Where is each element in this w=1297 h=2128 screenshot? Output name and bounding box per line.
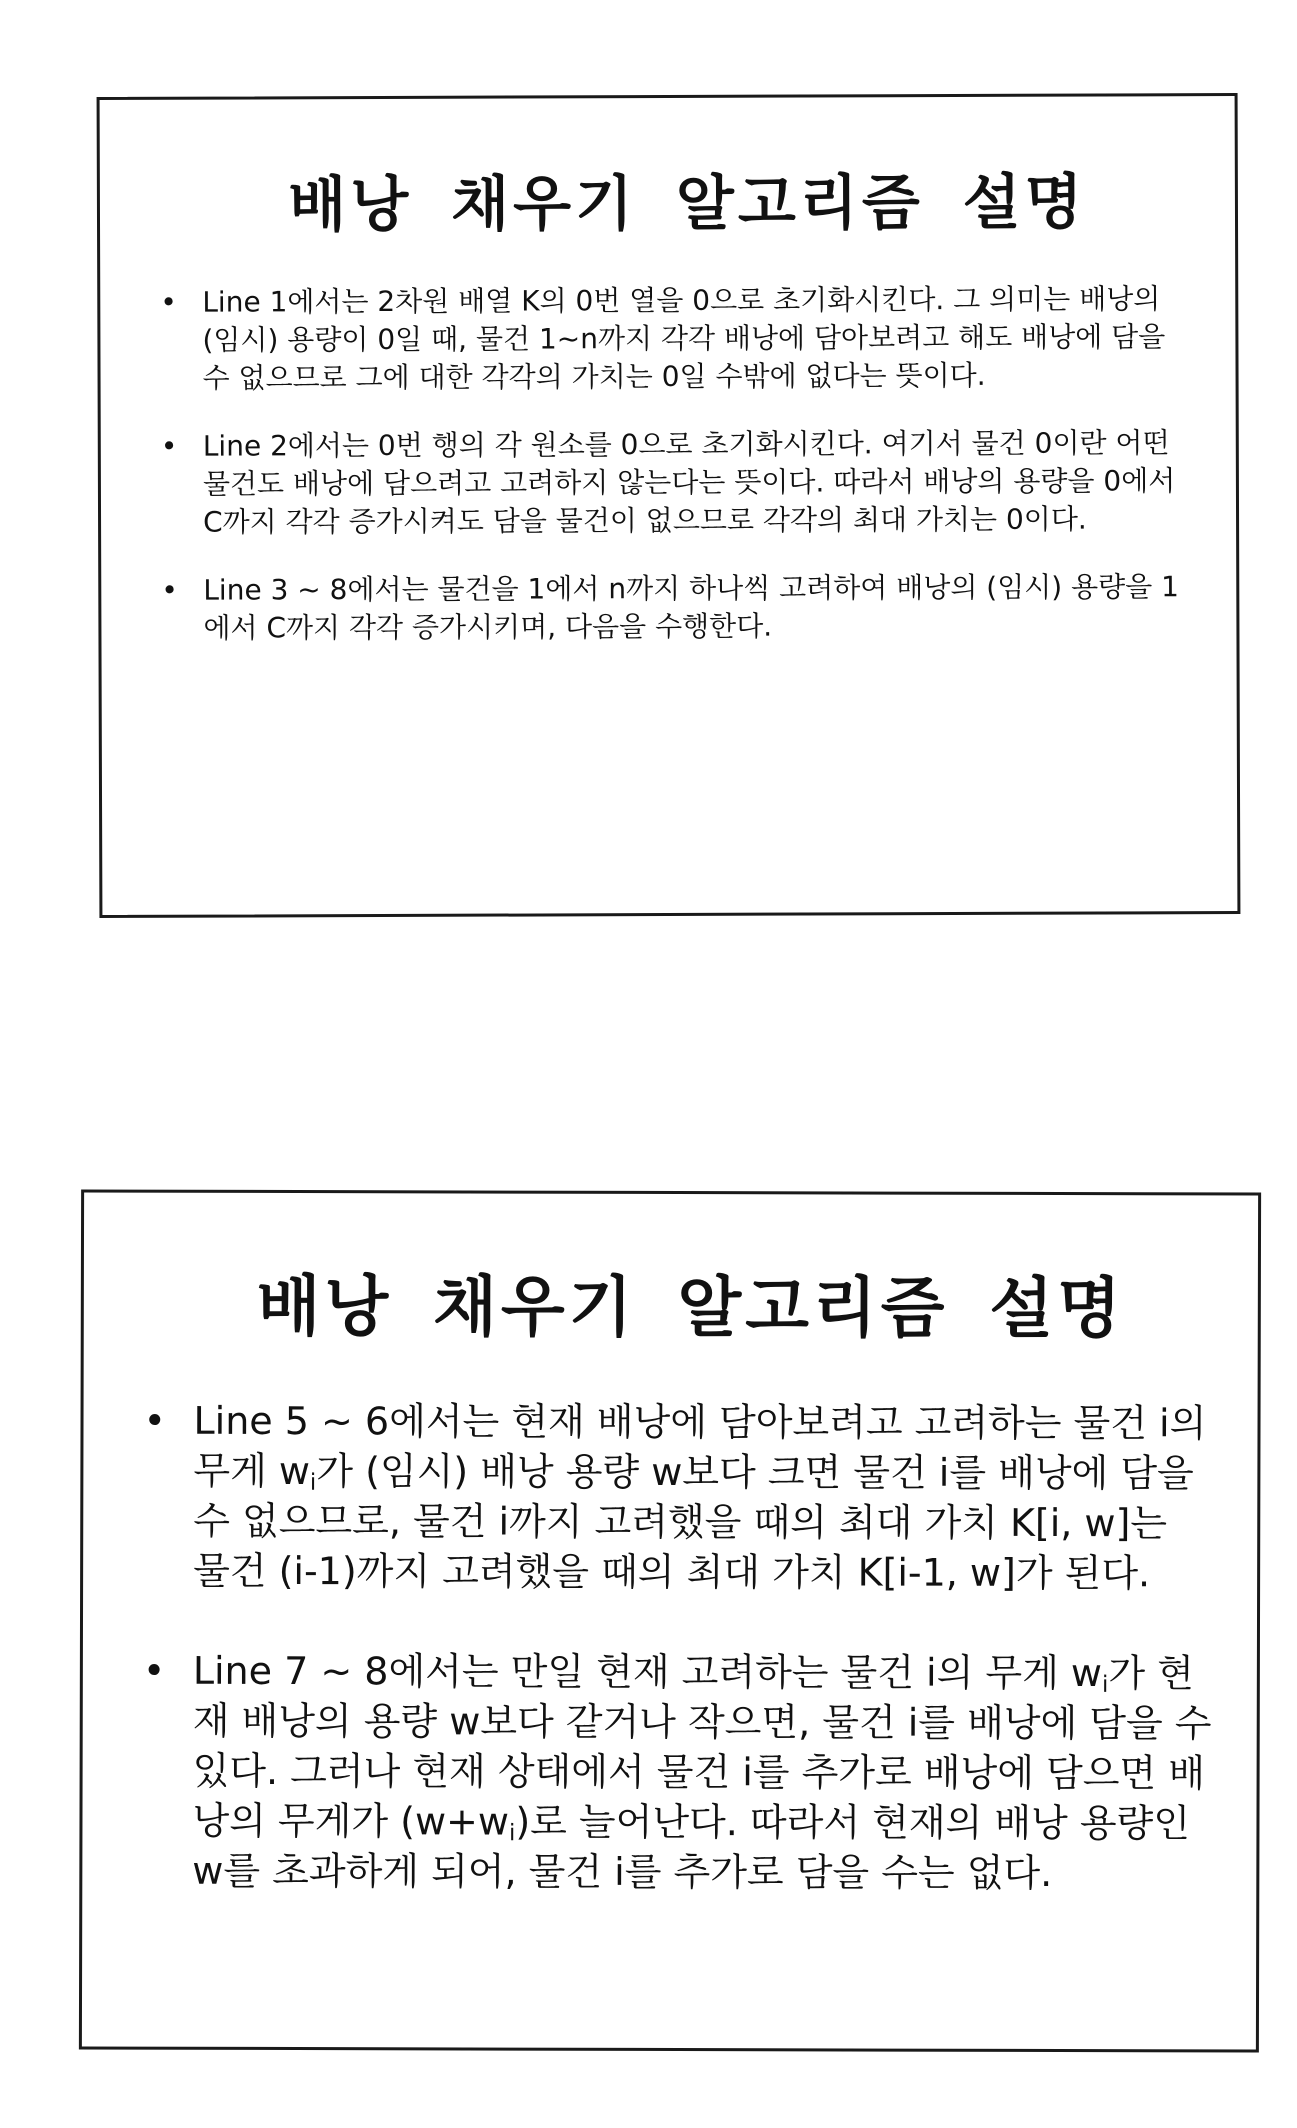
text-segment: 가 현재 배낭의 용량 w보다 같거나 작으면, 물건 i를 배낭에 담을 수 있다. 그러나 현재 상태에서 물건 i를 추가로 배낭에 담으면 배낭의 무게가 (w+w xyxy=(192,1651,1212,1844)
slide-title: 배낭 채우기 알고리즘 설명 xyxy=(256,1267,1126,1348)
slide-1 xyxy=(97,93,1241,918)
subscript: i xyxy=(309,1469,317,1496)
bullet-marker: • xyxy=(161,573,178,607)
slide-title: 배낭 채우기 알고리즘 설명 xyxy=(288,167,1087,241)
text-segment: Line 5 ~ 6에서는 현재 배낭에 담아보려고 고려하는 물건 i의 무게 w xyxy=(193,1398,1207,1494)
bullet-text: Line 3 ~ 8에서는 물건을 1에서 n까지 하나씩 고려하여 배낭의 (임시) 용량을 1에서 C까지 각각 증가시키며, 다음을 수행한다. xyxy=(203,570,1180,645)
bullet-item xyxy=(161,424,1196,542)
slide-2 xyxy=(79,1189,1261,2052)
subscript: i xyxy=(1101,1671,1109,1698)
bullet-marker: • xyxy=(160,285,177,319)
bullet-list xyxy=(100,280,1236,648)
bullet-item xyxy=(160,280,1195,398)
bullet-text: Line 2에서는 0번 행의 각 원소를 0으로 초기화시킨다. 여기서 물건 0이란 어떤 물건도 배낭에 담으려고 고려하지 않는다는 뜻이다. 따라서 배낭의 용량을 0에서 C까지 각각 증가시켜도 담을 물건이 없으므로 각각의 최대 가치는 0이다. xyxy=(202,426,1176,539)
subscript: i xyxy=(508,1820,516,1847)
bullet-text xyxy=(192,1646,1213,1899)
bullet-marker: • xyxy=(142,1648,166,1693)
bullet-item xyxy=(161,568,1196,648)
text-segment: Line 7 ~ 8에서는 만일 현재 고려하는 물건 i의 무게 w xyxy=(192,1648,1103,1696)
bullet-item xyxy=(142,1646,1213,1899)
bullet-marker: • xyxy=(143,1398,167,1443)
text-segment: 가 (임시) 배낭 용량 w보다 크면 물건 i를 배낭에 담을 수 없으므로, 물건 i까지 고려했을 때의 최대 가치 K[i, w]는 물건 (i-1)까지 고려했을 때의 최대 가치 K[i-1, w]가 된다. xyxy=(193,1449,1194,1596)
bullet-list xyxy=(82,1395,1257,1898)
text-segment: )로 늘어난다. 따라서 현재의 배낭 용량인 w를 초과하게 되어, 물건 i를 추가로 담을 수는 없다. xyxy=(192,1799,1191,1896)
bullet-marker: • xyxy=(160,429,178,463)
bullet-text xyxy=(193,1396,1214,1599)
bullet-text: Line 1에서는 2차원 배열 K의 0번 열을 0으로 초기화시킨다. 그 의미는 배낭의 (임시) 용량이 0일 때, 물건 1~n까지 각각 배낭에 담아보려고 해도 배낭에 담을 수 없으므로 그에 대한 각각의 가치는 0일 수밖에 없다는 뜻이다. xyxy=(202,282,1166,395)
bullet-item xyxy=(143,1396,1214,1599)
